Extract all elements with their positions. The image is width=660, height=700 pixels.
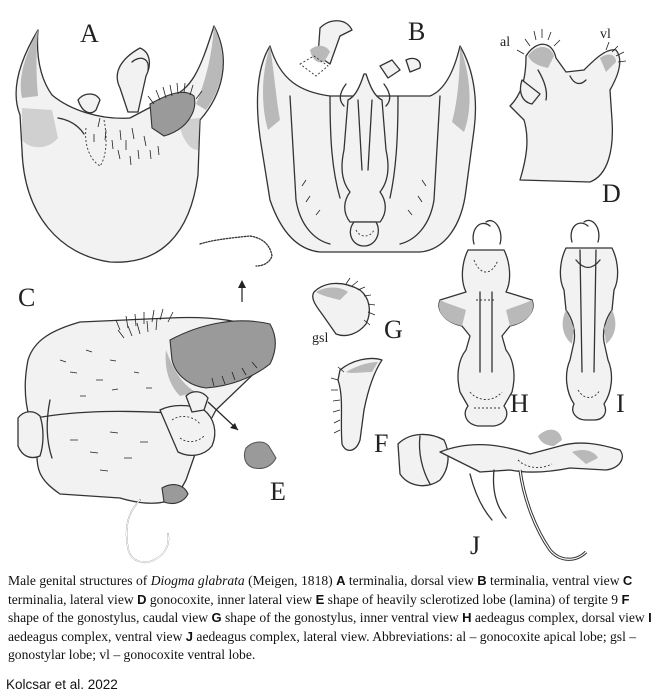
panel-label-e: E <box>270 477 286 506</box>
caption-key-d: D <box>137 591 147 607</box>
caption-key-g: G <box>211 610 222 626</box>
caption-text-g: shape of the gonostylus, inner ventral view <box>221 610 463 626</box>
caption-text-j: aedeagus complex, lateral view. <box>193 628 373 644</box>
caption-key-b: B <box>477 573 487 588</box>
caption-text-c: terminalia, lateral view <box>8 591 138 607</box>
panel-c-detail-outline <box>200 236 272 302</box>
caption-species: Diogma glabrata <box>150 573 245 588</box>
caption-key-e: E <box>315 591 325 607</box>
panel-j-drawing <box>398 430 622 560</box>
caption-authority: (Meigen, 1818) <box>244 573 337 588</box>
caption-text-d: gonocoxite, inner lateral view <box>146 591 316 607</box>
panel-label-d: D <box>602 179 621 208</box>
caption-key-i: I <box>648 610 652 626</box>
panel-c-drawing <box>18 309 275 562</box>
caption-intro: Male genital structures of <box>8 573 151 588</box>
caption-key-h: H <box>462 610 472 626</box>
panel-b-drawing <box>257 21 475 252</box>
caption-text-a: terminalia, dorsal view <box>345 573 478 588</box>
panel-e-drawing <box>244 442 276 469</box>
caption-key-a: A <box>336 573 346 588</box>
panel-i-drawing <box>560 220 617 420</box>
panel-label-c: C <box>18 283 36 312</box>
caption-key-c: C <box>622 573 633 588</box>
panel-label-a: A <box>80 19 99 48</box>
label-al: al <box>500 35 511 50</box>
panel-a-drawing <box>16 26 223 262</box>
caption-text-e: shape of heavily sclerotized lobe (lamina) of tergite 9 <box>324 591 622 607</box>
caption-key-j: J <box>185 628 194 644</box>
panel-g-drawing <box>313 278 375 336</box>
panel-label-i: I <box>616 389 625 418</box>
panel-d-drawing <box>510 29 626 182</box>
caption-text-h: aedeagus complex, dorsal view <box>471 610 649 626</box>
panel-label-b: B <box>408 17 426 46</box>
panel-label-g: G <box>384 315 403 344</box>
image-credit: Kolcsar et al. 2022 <box>6 677 118 692</box>
panel-label-j: J <box>470 531 481 560</box>
caption-key-f: F <box>621 591 630 607</box>
label-vl: vl <box>600 27 611 42</box>
caption-abbreviations: Abbreviations: al – gonocoxite apical lobe; gsl – gonostylar lobe; vl – gonocoxite ventral lobe. <box>8 628 637 663</box>
caption-text-i: aedeagus complex, ventral view <box>8 628 186 644</box>
label-gsl: gsl <box>312 331 329 346</box>
caption-text-f: shape of the gonostylus, caudal view <box>8 610 212 626</box>
figure-caption <box>8 572 656 665</box>
panel-label-h: H <box>510 389 529 418</box>
panel-label-f: F <box>374 429 389 458</box>
caption-text-b: terminalia, ventral view <box>486 573 623 588</box>
